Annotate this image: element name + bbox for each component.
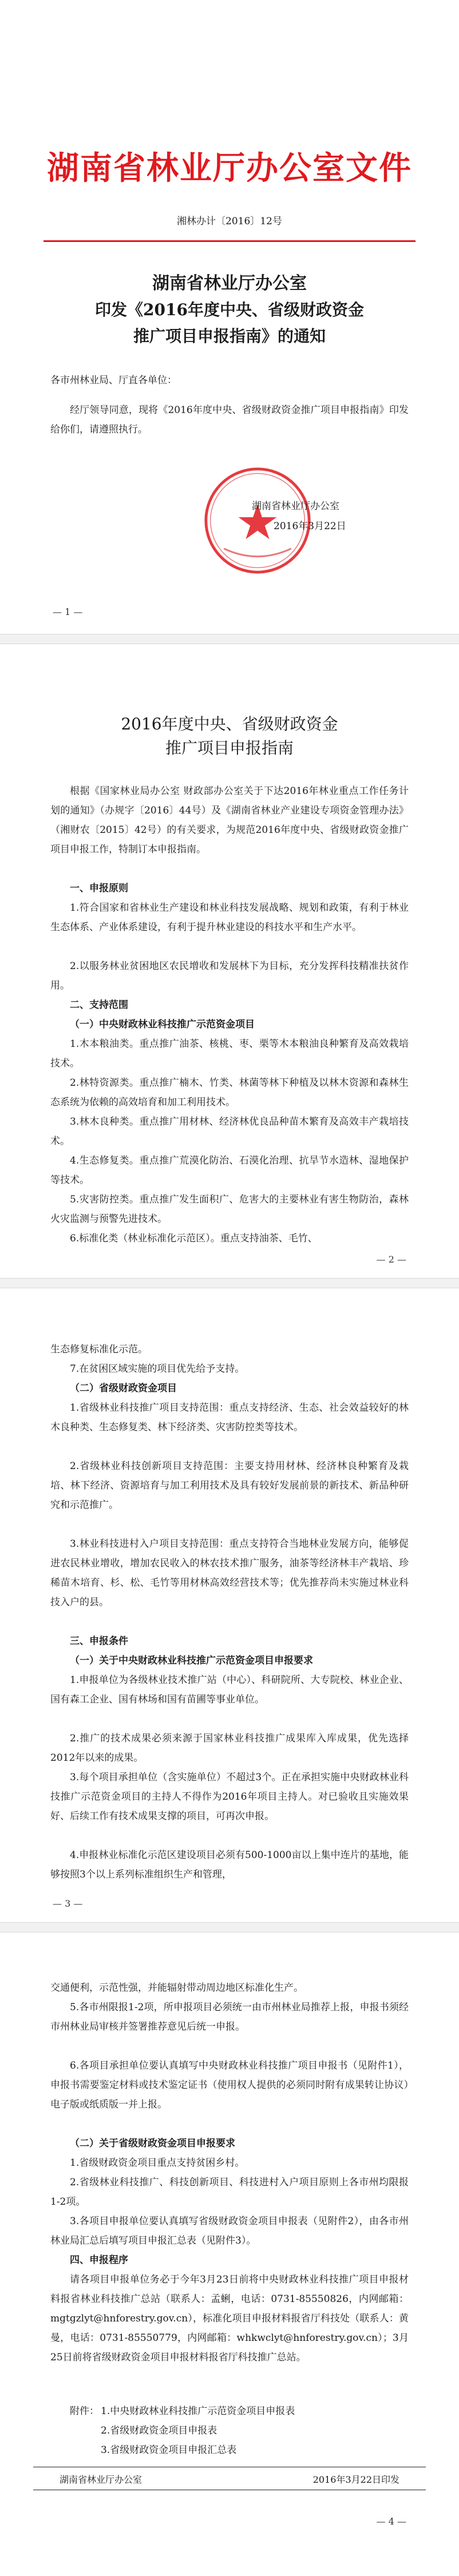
guide-title-line2: 推广项目申报指南 bbox=[165, 739, 294, 757]
section3-c2: 2.推广的技术成果必须来源于国家林业科技推广成果库入库成果，优先选择2012年以来的成果。 bbox=[50, 1733, 409, 1764]
section1-p1: 1.符合国家和省林业生产建设和林业科技发展战略、规划和政策，有利于林业生态体系、产业体系建设，有利于提升林业建设的科技水平和生产水平。 bbox=[50, 902, 409, 933]
section2-p6: 6.标准化类（林业标准化示范区）。重点支持油茶、毛竹、 bbox=[70, 1233, 318, 1244]
section3-d3: 3.各项目申报单位要认真填写省级财政资金项目申报表（见附件2），由各市州林业局汇总后填写项目申报汇总表（见附件3）。 bbox=[50, 2216, 409, 2246]
section1-p2: 2.以服务林业贫困地区农民增收和发展林下为目标，充分发挥科技精准扶贫作用。 bbox=[50, 960, 409, 991]
p4-continued: 交通便利，示范性强，并能辐射带动周边地区标准化生产。 bbox=[50, 1982, 303, 1994]
p3-continued: 生态修复标准化示范。 bbox=[50, 1344, 148, 1355]
attachment-1: 1.中央财政林业科技推广示范资金项目申报表 bbox=[101, 2406, 295, 2417]
notice-title-line1: 印发《2016年度中央、省级财政资金 bbox=[95, 300, 364, 319]
red-divider-line bbox=[43, 240, 416, 242]
attachments-label: 附件： bbox=[70, 2406, 99, 2417]
signature-date: 2016年3月22日 bbox=[274, 521, 346, 532]
page-4 bbox=[0, 1932, 459, 2576]
section2-sub2-p3: 3.林业科技进村入户项目支持范围：重点支持符合当地林业发展方向，能够促进农民林业增收，增加农民收入的林农技术推广服务，油茶等经济林丰产栽培、珍稀苗木培育、杉、松、毛竹等用材林高效经营技术等；优先推荐尚未实施过林业科技入户的县。 bbox=[50, 1538, 409, 1608]
notice-org: 湖南省林业厅办公室 bbox=[152, 273, 307, 293]
page-number-4: — 4 — bbox=[376, 2516, 406, 2527]
section2-p2: 2.林特资源类。重点推广楠木、竹类、林菌等林下种植及以林木资源和森林生态系统为依赖的高效培育和加工利用技术。 bbox=[50, 1077, 409, 1108]
addressee: 各市州林业局、厅直各单位： bbox=[50, 375, 177, 386]
page-2 bbox=[0, 644, 459, 1278]
notice-title-line2: 推广项目申报指南》的通知 bbox=[133, 327, 326, 346]
section3-c3: 3.每个项目承担单位（含实施单位）不超过3个。正在承担实施中央财政林业科技推广示范资金项目的主持人不得作为2016年项目主持人。对已验收且实施效果好、后续工作有技术成果支撑的项目，可再次申报。 bbox=[50, 1772, 409, 1822]
red-header-title: 湖南省林业厅办公室文件 bbox=[47, 150, 412, 187]
section3-c5: 5.各市州限报1-2项，所申报项目必须统一由市州林业局推荐上报，申报书须经市州林业局审核并签署推荐意见后统一申报。 bbox=[50, 2002, 409, 2033]
page-number-1: — 1 — bbox=[53, 606, 83, 617]
section3-sub1: （一）关于中央财政林业科技推广示范资金项目申报要求 bbox=[70, 1655, 313, 1666]
section3-sub2: （二）关于省级财政资金项目申报要求 bbox=[70, 2138, 235, 2149]
document-number: 湘林办计〔2016〕12号 bbox=[177, 216, 282, 227]
section2-p3: 3.林木良种类。重点推广用材林、经济林优良品种苗木繁育及高效丰产栽培技术。 bbox=[50, 1116, 409, 1147]
signature-org: 湖南省林业厅办公室 bbox=[252, 501, 339, 512]
section3-c6: 6.各项目承担单位要认真填写中央财政林业科技推广项目申报书（见附件1），申报书需要鉴定材料或技术鉴定证书（使用权人提供的必须同时附有成果转让协议）电子版或纸质版一并上报。 bbox=[50, 2060, 409, 2110]
section2-p4: 4.生态修复类。重点推广荒漠化防治、石漠化治理、抗旱节水造林、湿地保护等技术。 bbox=[50, 1155, 409, 1186]
footer-issuer: 湖南省林业厅办公室 bbox=[60, 2474, 143, 2485]
section3-d2: 2.省级林业科技推广、科技创新项目、科技进村入户项目原则上各市州均限报1-2项。 bbox=[50, 2177, 409, 2208]
page-number-2: — 2 — bbox=[376, 1254, 406, 1265]
section4-e1: 请各项目申报单位务必于今年3月23日前将中央财政林业科技推广项目申报材料报省林业科技推广总站（联系人：孟蜊，电话：0731-85550826，内网邮箱：mgtgzlyt@hnforestry.gov.cn），标准化项目申报材料报省厅科技处（联系人：黄曼，电话：0731-85550779，内网邮箱：whkwclyt@hnforestry.gov.cn）；3月25日前将省级财政资金项目申报材料报省厅科技推广总站。 bbox=[50, 2274, 409, 2363]
page-3 bbox=[0, 1288, 459, 1922]
page-number-3: — 3 — bbox=[53, 1898, 83, 1909]
section3-c4: 4.申报林业标准化示范区建设项目必须有500-1000亩以上集中连片的基地，能够按照3个以上系列标准组织生产和管理， bbox=[50, 1849, 409, 1880]
footer-issue-date: 2016年3月22日印发 bbox=[312, 2474, 399, 2485]
section3-d1: 1.省级财政资金项目重点支持贫困乡村。 bbox=[70, 2157, 245, 2169]
attachment-2: 2.省级财政资金项目申报表 bbox=[101, 2425, 217, 2436]
page-1 bbox=[0, 0, 459, 634]
guide-title-line1: 2016年度中央、省级财政资金 bbox=[121, 715, 338, 733]
section4-title: 四、申报程序 bbox=[70, 2255, 128, 2266]
section2-p1: 1.木本粮油类。重点推广油茶、核桃、枣、栗等木本粮油良种繁育及高效栽培技术。 bbox=[50, 1038, 409, 1069]
guide-intro: 根据《国家林业局办公室 财政部办公室关于下达2016年林业重点工作任务计划的通知》（办规字〔2016〕44号）及《湖南省林业产业建设专项资金管理办法》（湘财农〔2015〕42号）的有关要求，为规范2016年度中央、省级财政资金推广项目申报工作，特制订本申报指南。 bbox=[50, 785, 409, 855]
section2-sub2: （二）省级财政资金项目 bbox=[70, 1383, 177, 1394]
p3-item7: 7.在贫困区域实施的项目优先给予支持。 bbox=[70, 1363, 245, 1375]
section2-title: 二、支持范围 bbox=[70, 999, 128, 1011]
section2-sub1: （一）中央财政林业科技推广示范资金项目 bbox=[70, 1019, 255, 1030]
section2-sub2-p2: 2.省级林业科技创新项目支持范围：主要支持用材林、经济林良种繁育及栽培、林下经济、资源培育与加工利用技术及具有较好发展前景的新技术、新品种研究和示范推广。 bbox=[50, 1460, 409, 1511]
section2-p5: 5.灾害防控类。重点推广发生面积广、危害大的主要林业有害生物防治，森林火灾监测与预警先进技术。 bbox=[50, 1194, 409, 1225]
attachment-3: 3.省级财政资金项目申报汇总表 bbox=[101, 2444, 237, 2456]
section3-c1: 1.申报单位为各级林业技术推广站（中心）、科研院所、大专院校、林业企业、国有森工企业、国有林场和国有苗圃等事业单位。 bbox=[50, 1674, 409, 1705]
section3-title: 三、申报条件 bbox=[70, 1636, 128, 1647]
section2-sub2-p1: 1.省级林业科技推广项目支持范围：重点支持经济、生态、社会效益较好的林木良种类、生态修复类、林下经济类、灾害防控类等技术。 bbox=[50, 1402, 409, 1433]
section1-title: 一、申报原则 bbox=[70, 883, 128, 894]
notice-body: 经厅领导同意，现将《2016年度中央、省级财政资金推广项目申报指南》印发给你们，请遵照执行。 bbox=[50, 404, 409, 435]
